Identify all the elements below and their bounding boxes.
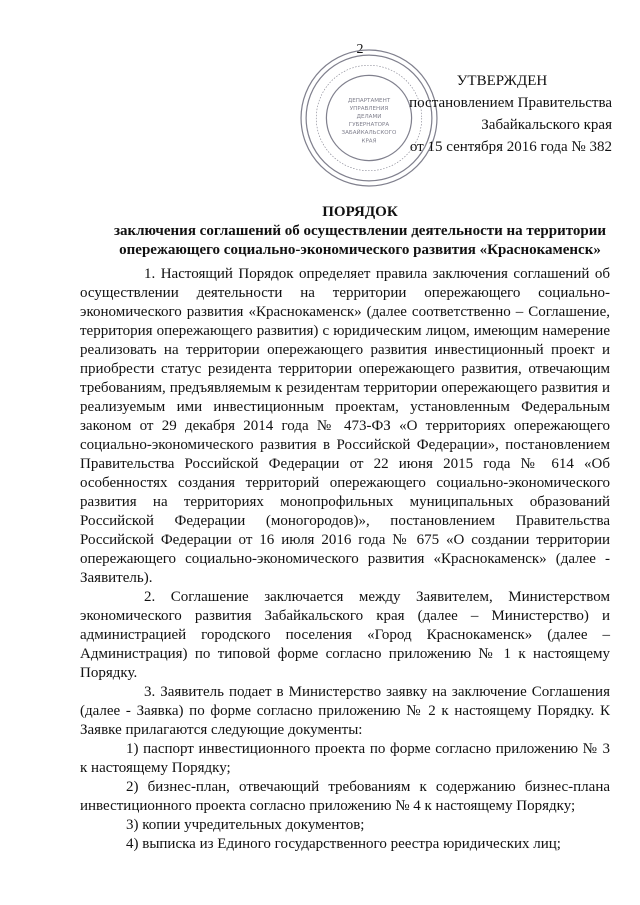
title-main: ПОРЯДОК [322, 204, 398, 220]
list-item-2: 2) бизнес-план, отвечающий требованиям к содержанию бизнес-плана инвестиционного проекта согласно приложению № 4 к настоящему Порядку; [80, 779, 610, 814]
approval-line-2: Забайкальского края [481, 117, 612, 133]
title-line-2: заключения соглашений об осуществлении деятельности на территории [113, 223, 607, 239]
document-body [80, 265, 610, 854]
list-item-3: 3) копии учредительных документов; [126, 817, 365, 833]
seal-line-2: УПРАВЛЕНИЯ [349, 105, 389, 112]
seal-line-5: ЗАБАЙКАЛЬСКОГО [341, 130, 397, 137]
seal-line-6: КРАЯ [361, 138, 377, 145]
approval-line-3: от 15 сентября 2016 года № 382 [409, 139, 612, 155]
paragraph-2: 2. Соглашение заключается между Заявителем, Министерством экономического развития Забайкальского края (далее – Министерство) и администрацией городского поселения «Город Краснокаменск» (далее – Администрация) по типовой форме согласно приложению № 1 к настоящему Порядку. [80, 589, 610, 681]
approval-line-1: постановлением Правительства [409, 95, 612, 111]
seal-line-1: ДЕПАРТАМЕНТ [347, 97, 391, 104]
list-item-4: 4) выписка из Единого государственного реестра юридических лиц; [126, 836, 561, 852]
document-title [0, 203, 640, 260]
paragraph-3: 3. Заявитель подает в Министерство заявку на заключение Соглашения (далее - Заявка) по форме согласно приложению № 2 к настоящему Порядку. К Заявке прилагаются следующие документы: [80, 684, 610, 738]
list-item-1: 1) паспорт инвестиционного проекта по форме согласно приложению № 3 к настоящему Порядку; [80, 741, 610, 776]
approval-block [282, 70, 612, 158]
paragraph-1: 1. Настоящий Порядок определяет правила заключения соглашений об осуществлении деятельности на территории опережающего социально-экономического развития «Краснокаменск» (далее соответственно – Соглашение, территория опережающего развития) с юридическим лицом, имеющим намерение реализовать на территории опережающего развития инвестиционный проект и приобрести статус резидента территории опережающего развития, отвечающим требованиям, предъявляемым к резидентам территории опережающего развития и реализуемым ими инвестиционным проектам, установленным Федеральным законом от 29 декабря 2014 года № 473-ФЗ «О территориях опережающего социально-экономического развития в Российской Федерации», постановлением Правительства Российской Федерации от 22 июня 2015 года № 614 «Об особенностях создания территорий опережающего социально-экономического развития на территориях монопрофильных муниципальных образований Российской Федерации (моногородов)», постановлением Правительства Российской Федерации от 16 июля 2016 года № 675 «О создании территории опережающего социально-экономического развития «Краснокаменск» (далее - Заявитель). [80, 266, 610, 586]
approval-heading: УТВЕРЖДЕН [456, 73, 548, 89]
seal-line-4: ГУБЕРНАТОРА [348, 122, 390, 129]
title-line-3: опережающего социально-экономического развития «Краснокаменск» [119, 242, 601, 258]
seal-line-3: ДЕЛАМИ [356, 114, 382, 120]
page-number: 2 [356, 42, 364, 57]
